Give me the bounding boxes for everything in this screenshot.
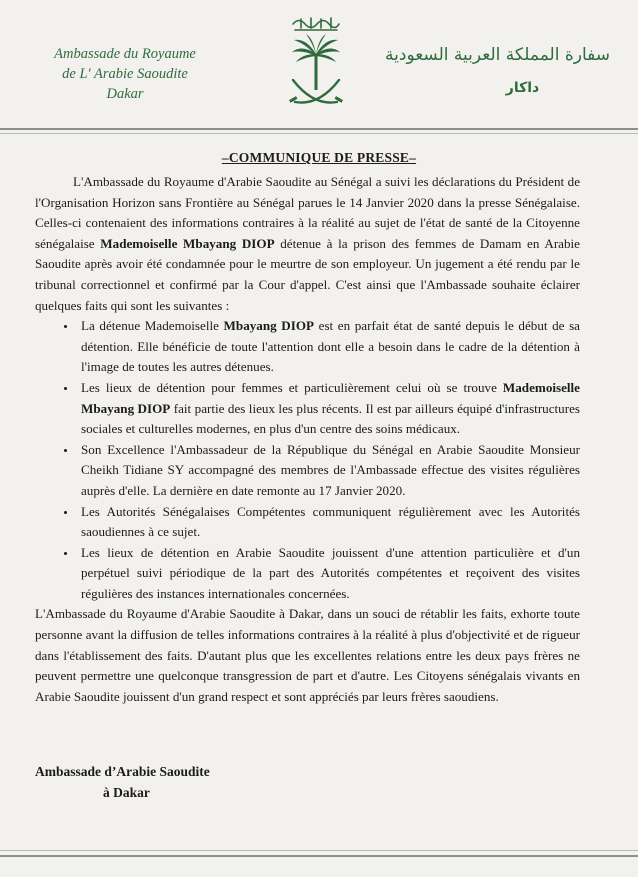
header-divider <box>0 128 638 130</box>
arabic-embassy-title: سفارة المملكة العربية السعودية <box>385 45 610 65</box>
facts-list <box>35 316 580 604</box>
intro-paragraph: L'Ambassade du Royaume d'Arabie Saoudite au Sénégal a suivi les déclarations du Président de l'Organisation Horizon sans Frontière au Sénégal parues le 14 Janvier 2020 dans la presse Sénégalaise. Celles-ci contenaient des informations contraires à la réalité au sujet de l'état de santé de la Citoyenne sénégalaise Mademoiselle Mbayang DIOP détenue à la prison des femmes de Damam en Arabie Saoudite après avoir été condamnée pour le meurtre de son employeur. Un jugement a été rendu par le tribunal correctionnel et confirmé par la Cour d'appel. C'est ainsi que l'Ambassade souhaite éclairer quelques faits qui sont les suivantes : <box>35 174 580 313</box>
detainee-name: Mbayang DIOP <box>223 318 315 334</box>
signature-block <box>35 761 210 803</box>
header-divider-thin <box>0 133 638 134</box>
list-item: • Les Autorités Sénégalaises Compétentes communiquent régulièrement avec les Autorités saoudiennes à ce sujet. <box>77 502 580 543</box>
signature-line1: Ambassade d’Arabie Saoudite <box>35 764 210 779</box>
document-title: –COMMUNIQUE DE PRESSE– <box>221 150 417 165</box>
list-item: • Son Excellence l'Ambassadeur de la République du Sénégal en Arabie Saoudite Monsieur Cheikh Tidiane SY accompagné des membres de l'Ambassade effectue des visites régulières auprès d'elle. La dernière en date remonte au 17 Janvier 2020. <box>77 440 580 502</box>
embassy-name-arabic <box>385 40 610 96</box>
detainee-name: Mademoiselle Mbayang DIOP <box>81 379 580 416</box>
list-item: • Les lieux de détention en Arabie Saoudite jouissent d'une attention particulière et d'un perpétuel suivi périodique de la part des Autorités compétentes et reçoivent des visites régulières des instances internationales concernées. <box>77 543 580 605</box>
footer-divider-thin <box>0 850 638 851</box>
detainee-name: Mademoiselle Mbayang DIOP <box>100 235 275 251</box>
closing-paragraph: L'Ambassade du Royaume d'Arabie Saoudite à Dakar, dans un souci de rétablir les faits, exhorte toute personne avant la diffusion de telles informations contraires à la réalité à plus d'objectivité et de rigueur dans l'établissement des faits. D'autant plus que les excellentes relations entre les deux pays frères ne peuvent permettre une quelconque transgression de part et d'autre. Les Citoyens sénégalais vivants en Arabie Saoudite jouissent d'un grand respect et sont appréciés par leurs frères saoudiens. <box>35 606 580 704</box>
embassy-name-french <box>30 44 220 104</box>
signature-line2: à Dakar <box>103 785 150 800</box>
embassy-city: Dakar <box>106 86 144 102</box>
list-item: • La détenue Mademoiselle Mbayang DIOP est en parfait état de santé depuis le début de sa détention. Elle bénéficie de toute l'attention dont elle a besoin dans le cadre de la détention à l'image de toutes les autres détenues. <box>77 316 580 378</box>
embassy-name-line2: de L' Arabie Saoudite <box>62 66 188 82</box>
saudi-emblem-icon <box>283 14 349 114</box>
list-item: • Les lieux de détention pour femmes et particulièrement celui où se trouve Mademoiselle Mbayang DIOP fait partie des lieux les plus récents. Il est par ailleurs équipé d'infrastructures sociales et culturelles modernes, en plus d'un centre des soins médicaux. <box>77 378 580 440</box>
embassy-name-line1: Ambassade du Royaume <box>54 46 196 62</box>
footer-divider <box>0 855 638 857</box>
document-body <box>35 172 580 707</box>
arabic-city-name: داكار <box>505 80 540 96</box>
